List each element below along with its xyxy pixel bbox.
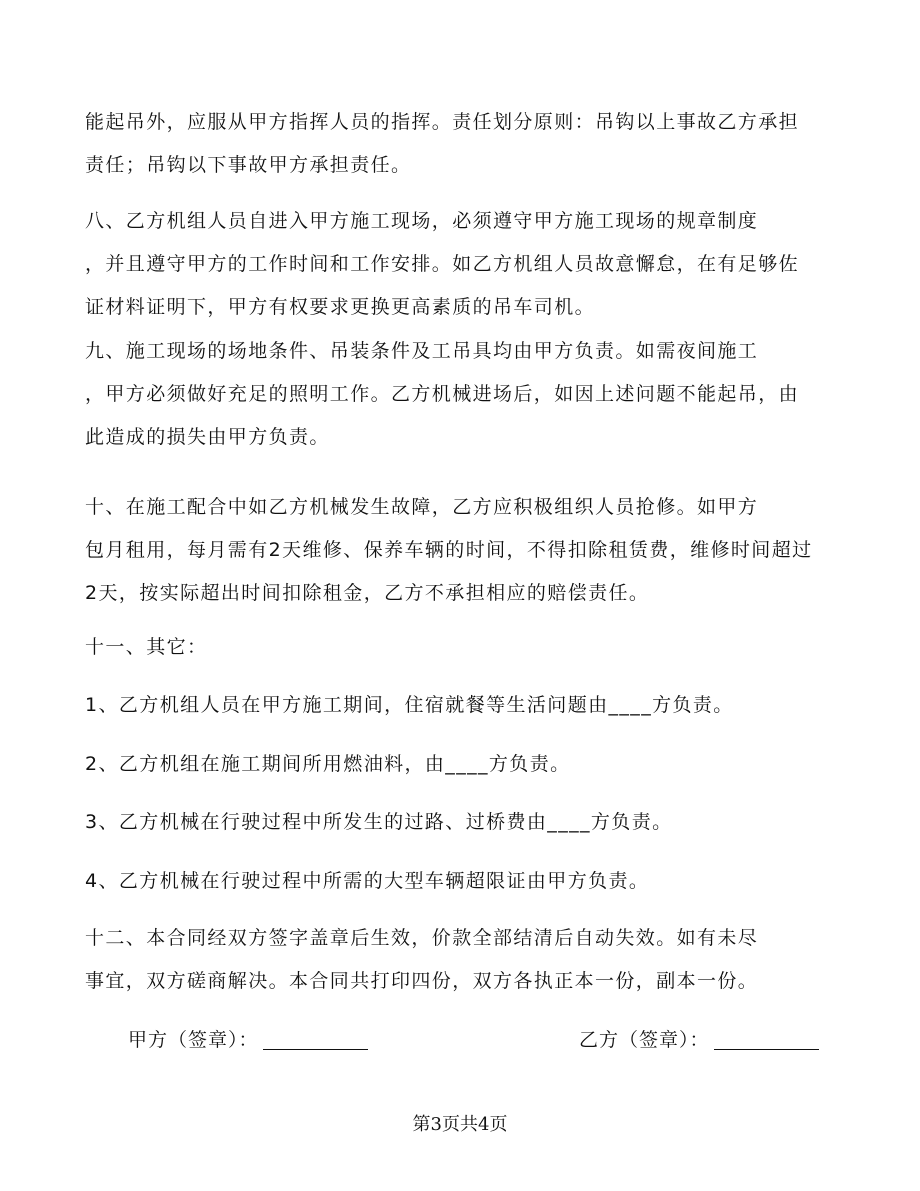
text-line: 2天，按实际超出时间扣除租金，乙方不承担相应的赔偿责任。: [85, 582, 650, 604]
clause-11-item-4: [85, 860, 835, 903]
text-line: 十、在施工配合中如乙方机械发生故障，乙方应积极组织人员抢修。如甲方: [85, 496, 759, 518]
clause-11-item-2: [85, 743, 835, 786]
clause-12: [85, 917, 835, 1003]
list-item: 2、乙方机组在施工期间所用燃油料，由____方负责。: [85, 753, 571, 775]
text-line: 能起吊外，应服从甲方指挥人员的指挥。责任划分原则：吊钩以上事故乙方承担: [85, 111, 800, 133]
party-a-signature-line: [263, 1029, 368, 1050]
page-indicator: 第3页共4页: [412, 1114, 508, 1135]
text-line: 包月租用，每月需有2天维修、保养车辆的时间，不得扣除租赁费，维修时间超过: [85, 539, 813, 561]
section-heading: 十一、其它：: [85, 636, 208, 658]
clause-11-item-3: [85, 801, 835, 844]
clause-11-item-1: [85, 684, 835, 727]
party-a-signature: [128, 1025, 368, 1055]
list-item: 3、乙方机械在行驶过程中所发生的过路、过桥费由____方负责。: [85, 811, 673, 833]
text-line: 此造成的损失由甲方负责。: [85, 426, 330, 448]
clause-11-title: [85, 626, 835, 669]
text-line: 八、乙方机组人员自进入甲方施工现场，必须遵守甲方施工现场的规章制度: [85, 210, 759, 232]
clause-9: [85, 330, 835, 459]
party-b-signature: [579, 1025, 819, 1055]
party-b-label: 乙方（签章）：: [579, 1029, 710, 1051]
text-line: 责任；吊钩以下事故甲方承担责任。: [85, 154, 412, 176]
text-line: ，并且遵守甲方的工作时间和工作安排。如乙方机组人员故意懈怠，在有足够佐: [85, 253, 800, 275]
party-a-label: 甲方（签章）：: [128, 1029, 259, 1051]
text-line: 事宜，双方磋商解决。本合同共打印四份，双方各执正本一份，副本一份。: [85, 970, 759, 992]
clause-8: [85, 200, 835, 329]
text-line: 十二、本合同经双方签字盖章后生效，价款全部结清后自动失效。如有未尽: [85, 927, 759, 949]
party-b-signature-line: [714, 1029, 819, 1050]
paragraph-continuation: [85, 101, 835, 187]
list-item: 4、乙方机械在行驶过程中所需的大型车辆超限证由甲方负责。: [85, 870, 650, 892]
text-line: ，甲方必须做好充足的照明工作。乙方机械进场后，如因上述问题不能起吊，由: [85, 383, 800, 405]
clause-10: [85, 486, 835, 615]
text-line: 九、施工现场的场地条件、吊装条件及工吊具均由甲方负责。如需夜间施工: [85, 340, 759, 362]
text-line: 证材料证明下，甲方有权要求更换更高素质的吊车司机。: [85, 296, 596, 318]
list-item: 1、乙方机组人员在甲方施工期间，住宿就餐等生活问题由____方负责。: [85, 694, 734, 716]
